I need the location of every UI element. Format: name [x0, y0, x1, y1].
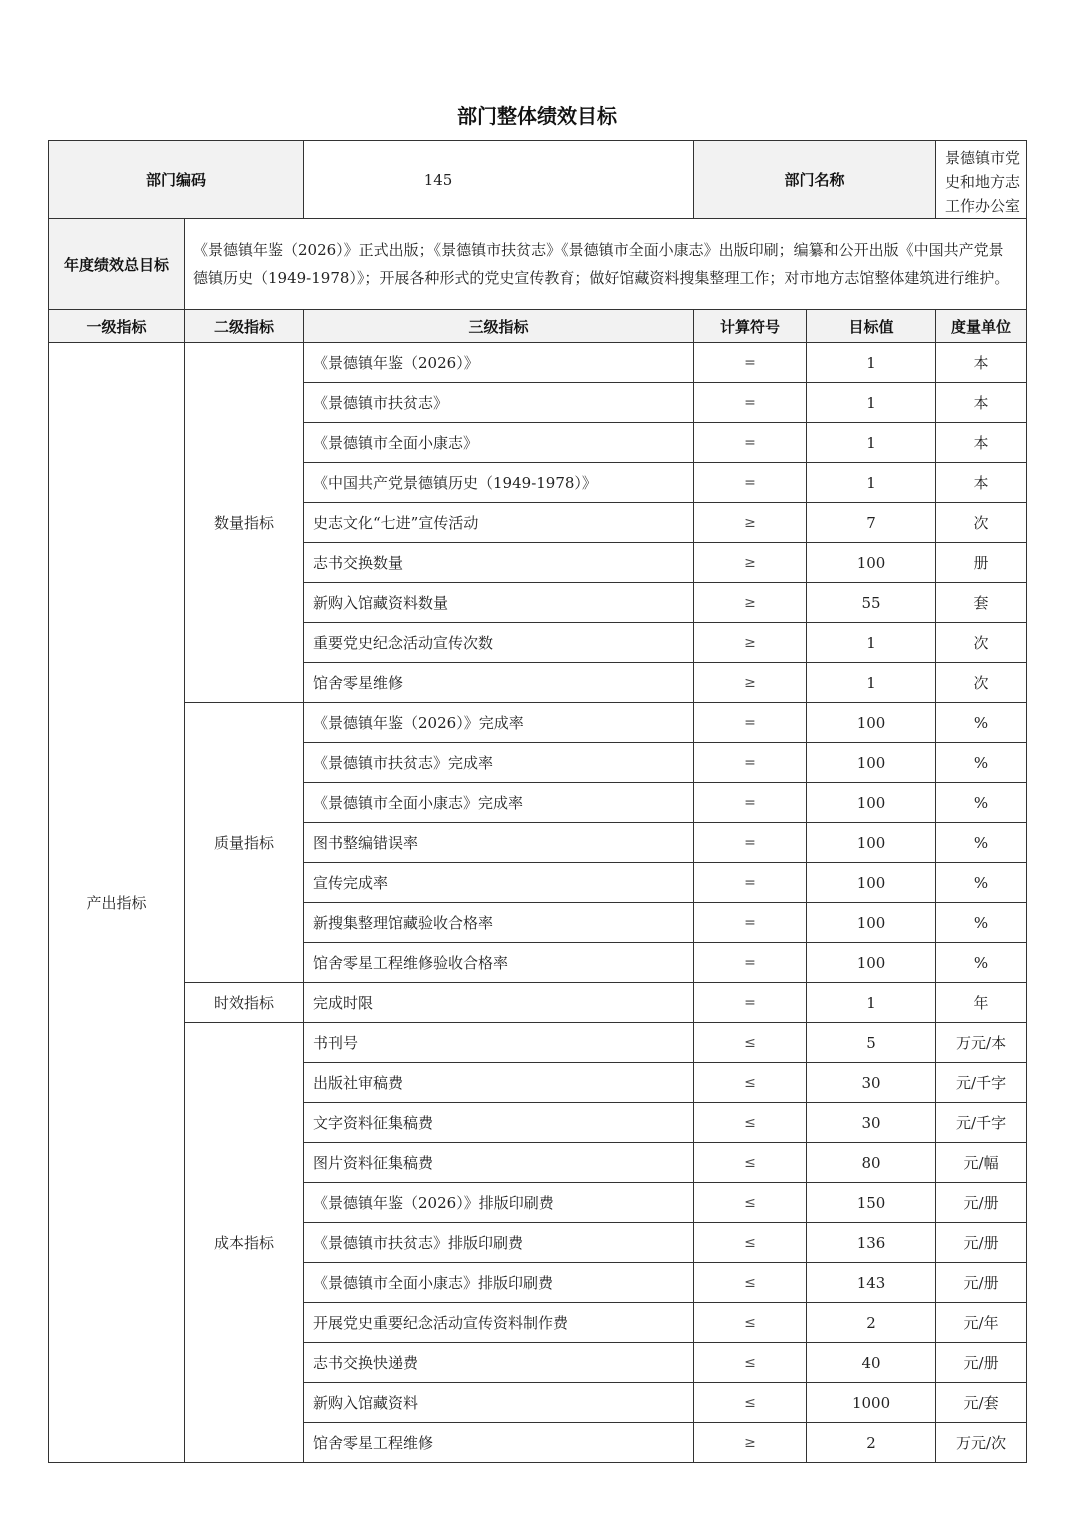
level3-indicator-cell: 图片资料征集稿费 — [304, 1143, 694, 1183]
target-value-cell: 100 — [807, 863, 936, 903]
level3-indicator-cell: 《景德镇年鉴（2026）》排版印刷费 — [304, 1183, 694, 1223]
column-header-level3: 三级指标 — [304, 310, 694, 343]
dept-info-row — [49, 141, 1027, 219]
level3-indicator-cell: 《景德镇市扶贫志》 — [304, 383, 694, 423]
unit-cell: 套 — [936, 583, 1027, 623]
symbol-cell: ≤ — [694, 1183, 807, 1223]
symbol-cell: = — [694, 343, 807, 383]
column-header-unit: 度量单位 — [936, 310, 1027, 343]
target-value-cell: 1 — [807, 423, 936, 463]
unit-cell: 元/千字 — [936, 1103, 1027, 1143]
unit-cell: 本 — [936, 383, 1027, 423]
target-value-cell: 100 — [807, 743, 936, 783]
symbol-cell: ≤ — [694, 1383, 807, 1423]
level3-indicator-cell: 《景德镇市全面小康志》完成率 — [304, 783, 694, 823]
unit-cell: 元/幅 — [936, 1143, 1027, 1183]
unit-cell: % — [936, 943, 1027, 983]
level3-indicator-cell: 出版社审稿费 — [304, 1063, 694, 1103]
target-value-cell: 80 — [807, 1143, 936, 1183]
column-header-target: 目标值 — [807, 310, 936, 343]
level2-indicator-cell: 质量指标 — [185, 703, 304, 983]
target-value-cell: 100 — [807, 943, 936, 983]
symbol-cell: = — [694, 783, 807, 823]
target-value-cell: 100 — [807, 903, 936, 943]
target-value-cell: 1 — [807, 343, 936, 383]
unit-cell: 册 — [936, 543, 1027, 583]
level3-indicator-cell: 《景德镇年鉴（2026）》 — [304, 343, 694, 383]
level3-indicator-cell: 完成时限 — [304, 983, 694, 1023]
level3-indicator-cell: 新购入馆藏资料数量 — [304, 583, 694, 623]
target-value-cell: 7 — [807, 503, 936, 543]
target-value-cell: 2 — [807, 1423, 936, 1463]
page-title: 部门整体绩效目标 — [457, 104, 617, 128]
unit-cell: % — [936, 743, 1027, 783]
target-value-cell: 5 — [807, 1023, 936, 1063]
target-value-cell: 1 — [807, 383, 936, 423]
symbol-cell: = — [694, 823, 807, 863]
target-value-cell: 100 — [807, 543, 936, 583]
target-value-cell: 1000 — [807, 1383, 936, 1423]
target-value-cell: 1 — [807, 663, 936, 703]
symbol-cell: = — [694, 863, 807, 903]
target-value-cell: 1 — [807, 983, 936, 1023]
unit-cell: 元/套 — [936, 1383, 1027, 1423]
symbol-cell: ≤ — [694, 1343, 807, 1383]
symbol-cell: ≤ — [694, 1103, 807, 1143]
column-header-level2: 二级指标 — [185, 310, 304, 343]
level3-indicator-cell: 馆舍零星维修 — [304, 663, 694, 703]
target-value-cell: 30 — [807, 1103, 936, 1143]
level3-indicator-cell: 志书交换快递费 — [304, 1343, 694, 1383]
symbol-cell: ≥ — [694, 1423, 807, 1463]
target-value-cell: 100 — [807, 703, 936, 743]
unit-cell: % — [936, 863, 1027, 903]
symbol-cell: ≥ — [694, 543, 807, 583]
unit-cell: 元/千字 — [936, 1063, 1027, 1103]
target-value-cell: 143 — [807, 1263, 936, 1303]
level3-indicator-cell: 书刊号 — [304, 1023, 694, 1063]
unit-cell: 元/册 — [936, 1263, 1027, 1303]
level3-indicator-cell: 史志文化“七进”宣传活动 — [304, 503, 694, 543]
symbol-cell: ≤ — [694, 1143, 807, 1183]
target-value-cell: 100 — [807, 823, 936, 863]
level3-indicator-cell: 馆舍零星工程维修验收合格率 — [304, 943, 694, 983]
symbol-cell: ≥ — [694, 663, 807, 703]
unit-cell: % — [936, 823, 1027, 863]
unit-cell: 万元/次 — [936, 1423, 1027, 1463]
level3-indicator-cell: 志书交换数量 — [304, 543, 694, 583]
unit-cell: % — [936, 903, 1027, 943]
level3-indicator-cell: 开展党史重要纪念活动宣传资料制作费 — [304, 1303, 694, 1343]
unit-cell: 元/册 — [936, 1223, 1027, 1263]
unit-cell: % — [936, 783, 1027, 823]
unit-cell: 年 — [936, 983, 1027, 1023]
symbol-cell: = — [694, 903, 807, 943]
column-header-row — [49, 310, 1027, 343]
table-row — [49, 1023, 1027, 1063]
symbol-cell: ≥ — [694, 623, 807, 663]
level3-indicator-cell: 《景德镇市扶贫志》完成率 — [304, 743, 694, 783]
target-value-cell: 40 — [807, 1343, 936, 1383]
annual-goal-row — [49, 219, 1027, 310]
symbol-cell: = — [694, 743, 807, 783]
symbol-cell: = — [694, 703, 807, 743]
symbol-cell: = — [694, 423, 807, 463]
symbol-cell: ≤ — [694, 1023, 807, 1063]
unit-cell: 次 — [936, 663, 1027, 703]
level3-indicator-cell: 新搜集整理馆藏验收合格率 — [304, 903, 694, 943]
dept-name-label: 部门名称 — [694, 141, 936, 219]
level3-indicator-cell: 《景德镇市全面小康志》排版印刷费 — [304, 1263, 694, 1303]
symbol-cell: ≤ — [694, 1303, 807, 1343]
level3-indicator-cell: 图书整编错误率 — [304, 823, 694, 863]
annual-goal-text: 《景德镇年鉴（2026）》正式出版；《景德镇市扶贫志》《景德镇市全面小康志》出版印刷；编纂和公开出版《中国共产党景德镇历史（1949-1978）》；开展各种形式的党史宣传教育；做好馆藏资料搜集整理工作；对市地方志馆整体建筑进行维护。 — [185, 219, 1027, 310]
target-value-cell: 30 — [807, 1063, 936, 1103]
unit-cell: 本 — [936, 463, 1027, 503]
symbol-cell: = — [694, 943, 807, 983]
symbol-cell: = — [694, 463, 807, 503]
column-header-level1: 一级指标 — [49, 310, 185, 343]
unit-cell: 本 — [936, 343, 1027, 383]
symbol-cell: ≤ — [694, 1063, 807, 1103]
level1-indicator-cell: 产出指标 — [49, 343, 185, 1463]
level3-indicator-cell: 新购入馆藏资料 — [304, 1383, 694, 1423]
level3-indicator-cell: 文字资料征集稿费 — [304, 1103, 694, 1143]
unit-cell: 元/册 — [936, 1343, 1027, 1383]
annual-goal-label: 年度绩效总目标 — [49, 219, 185, 310]
unit-cell: 元/册 — [936, 1183, 1027, 1223]
symbol-cell: = — [694, 983, 807, 1023]
level3-indicator-cell: 《景德镇年鉴（2026）》完成率 — [304, 703, 694, 743]
level3-indicator-cell: 宣传完成率 — [304, 863, 694, 903]
target-value-cell: 2 — [807, 1303, 936, 1343]
table-row — [49, 983, 1027, 1023]
dept-code-value: 145 — [304, 141, 694, 219]
unit-cell: 本 — [936, 423, 1027, 463]
target-value-cell: 1 — [807, 463, 936, 503]
target-value-cell: 150 — [807, 1183, 936, 1223]
level2-indicator-cell: 数量指标 — [185, 343, 304, 703]
unit-cell: % — [936, 703, 1027, 743]
symbol-cell: ≥ — [694, 503, 807, 543]
level3-indicator-cell: 《景德镇市扶贫志》排版印刷费 — [304, 1223, 694, 1263]
level3-indicator-cell: 《中国共产党景德镇历史（1949-1978）》 — [304, 463, 694, 503]
target-value-cell: 1 — [807, 623, 936, 663]
dept-name-value: 景德镇市党史和地方志工作办公室 — [936, 141, 1027, 219]
symbol-cell: ≤ — [694, 1223, 807, 1263]
performance-table — [48, 140, 1027, 1463]
target-value-cell: 136 — [807, 1223, 936, 1263]
level3-indicator-cell: 《景德镇市全面小康志》 — [304, 423, 694, 463]
table-row — [49, 343, 1027, 383]
level2-indicator-cell: 时效指标 — [185, 983, 304, 1023]
unit-cell: 万元/本 — [936, 1023, 1027, 1063]
level3-indicator-cell: 馆舍零星工程维修 — [304, 1423, 694, 1463]
level3-indicator-cell: 重要党史纪念活动宣传次数 — [304, 623, 694, 663]
symbol-cell: = — [694, 383, 807, 423]
target-value-cell: 55 — [807, 583, 936, 623]
target-value-cell: 100 — [807, 783, 936, 823]
level2-indicator-cell: 成本指标 — [185, 1023, 304, 1463]
table-row — [49, 703, 1027, 743]
symbol-cell: ≥ — [694, 583, 807, 623]
unit-cell: 元/年 — [936, 1303, 1027, 1343]
unit-cell: 次 — [936, 503, 1027, 543]
symbol-cell: ≤ — [694, 1263, 807, 1303]
dept-code-label: 部门编码 — [49, 141, 304, 219]
column-header-symbol: 计算符号 — [694, 310, 807, 343]
unit-cell: 次 — [936, 623, 1027, 663]
